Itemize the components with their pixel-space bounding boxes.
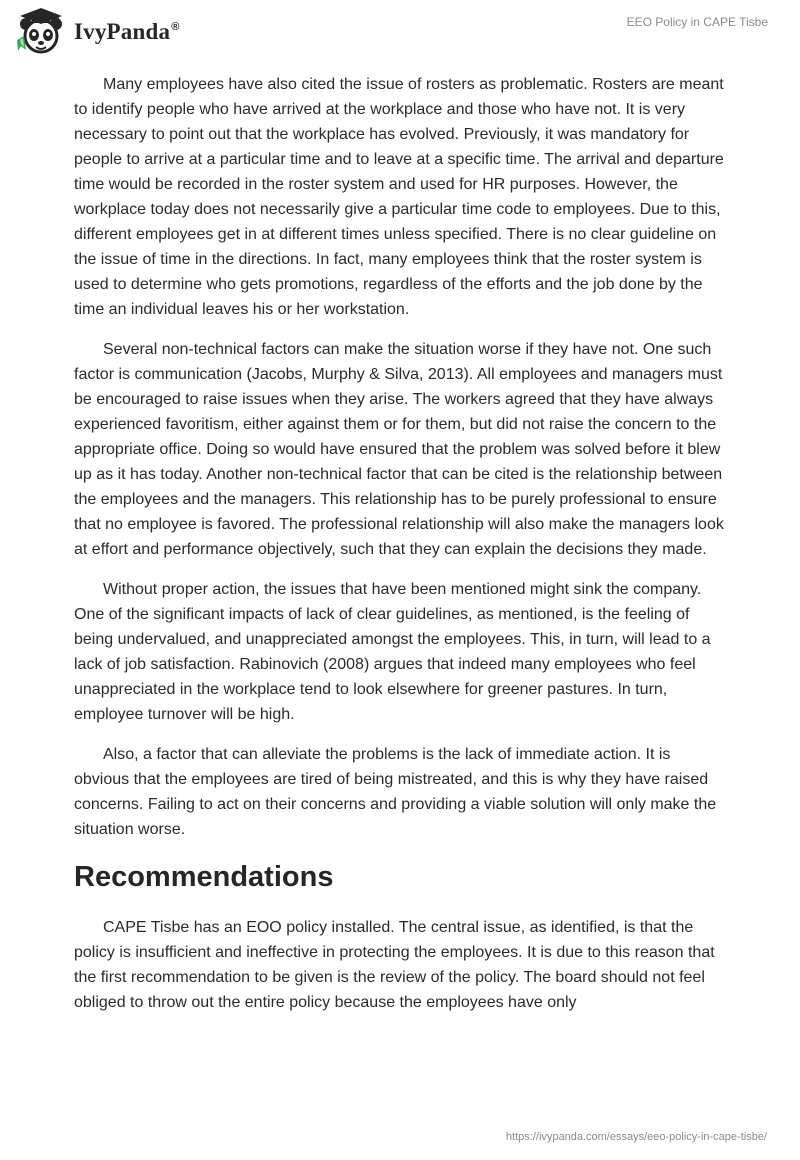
paragraph: CAPE Tisbe has an EOO policy installed. The central issue, as identified, is that the policy is insufficient and ineffective in protecting the employees. It is due to this reason that the first recommendation to be given is the review of the policy. The board should not feel obliged to throw out the entire policy because the employees have only: [74, 919, 715, 1011]
paragraph: Many employees have also cited the issue of rosters as problematic. Rosters are meant to identify people who have arrived at the workplace and those who have not. It is very necessary to point out that the workplace has evolved. Previously, it was mandatory for people to arrive at a particular time and to leave at a specific time. The arrival and departure time would be recorded in the roster system and used for HR purposes. However, the workplace today does not necessarily give a particular time code to employees. Due to this, different employees get in at different times unless specified. There is no clear guideline on the issue of time in the directions. In fact, many employees think that the roster system is used to determine who gets promotions, regardless of the efforts and the job done by the time an individual leaves his or her workstation.: [74, 76, 724, 318]
brand-name: IvyPanda®: [74, 19, 180, 44]
section-heading: Recommendations: [74, 861, 334, 893]
paragraph: Several non-technical factors can make the situation worse if they have not. One such factor is communication (Jacobs, Murphy & Silva, 2013). All employees and managers must be encouraged to raise issues when they arise. The workers agreed that they have always experienced favoritism, either against them or for them, but did not raise the concern to the appropriate office. Doing so would have ensured that the problem was solved before it blew up as it has today. Another non-technical factor that can be cited is the relationship between the employees and the managers. This relationship has to be purely professional to ensure that no employee is favored. The professional relationship will also make the managers look at effort and performance objectively, such that they can explain the decisions they made.: [74, 341, 724, 558]
paragraph: Without proper action, the issues that have been mentioned might sink the company. One of the significant impacts of lack of clear guidelines, as mentioned, is the feeling of being undervalued, and unappreciated amongst the employees. This, in turn, will lead to a lack of job satisfaction. Rabinovich (2008) argues that indeed many employees who feel unappreciated in the workplace tend to look elsewhere for greener pastures. In turn, employee turnover will be high.: [74, 581, 711, 723]
panda-graduation-cap-icon: [14, 6, 68, 56]
paragraph: Also, a factor that can alleviate the problems is the lack of immediate action. It is obvious that the employees are tired of being mistreated, and this is why they have raised concerns. Failing to act on their concerns and providing a viable solution will only make the situation worse.: [74, 746, 717, 838]
brand-logo[interactable]: [14, 6, 180, 56]
source-url[interactable]: https://ivypanda.com/essays/eeo-policy-in-cape-tisbe/: [505, 1131, 767, 1143]
page-header: [0, 0, 800, 64]
document-title: EEO Policy in CAPE Tisbe: [626, 15, 768, 29]
article-body: [74, 72, 726, 1030]
